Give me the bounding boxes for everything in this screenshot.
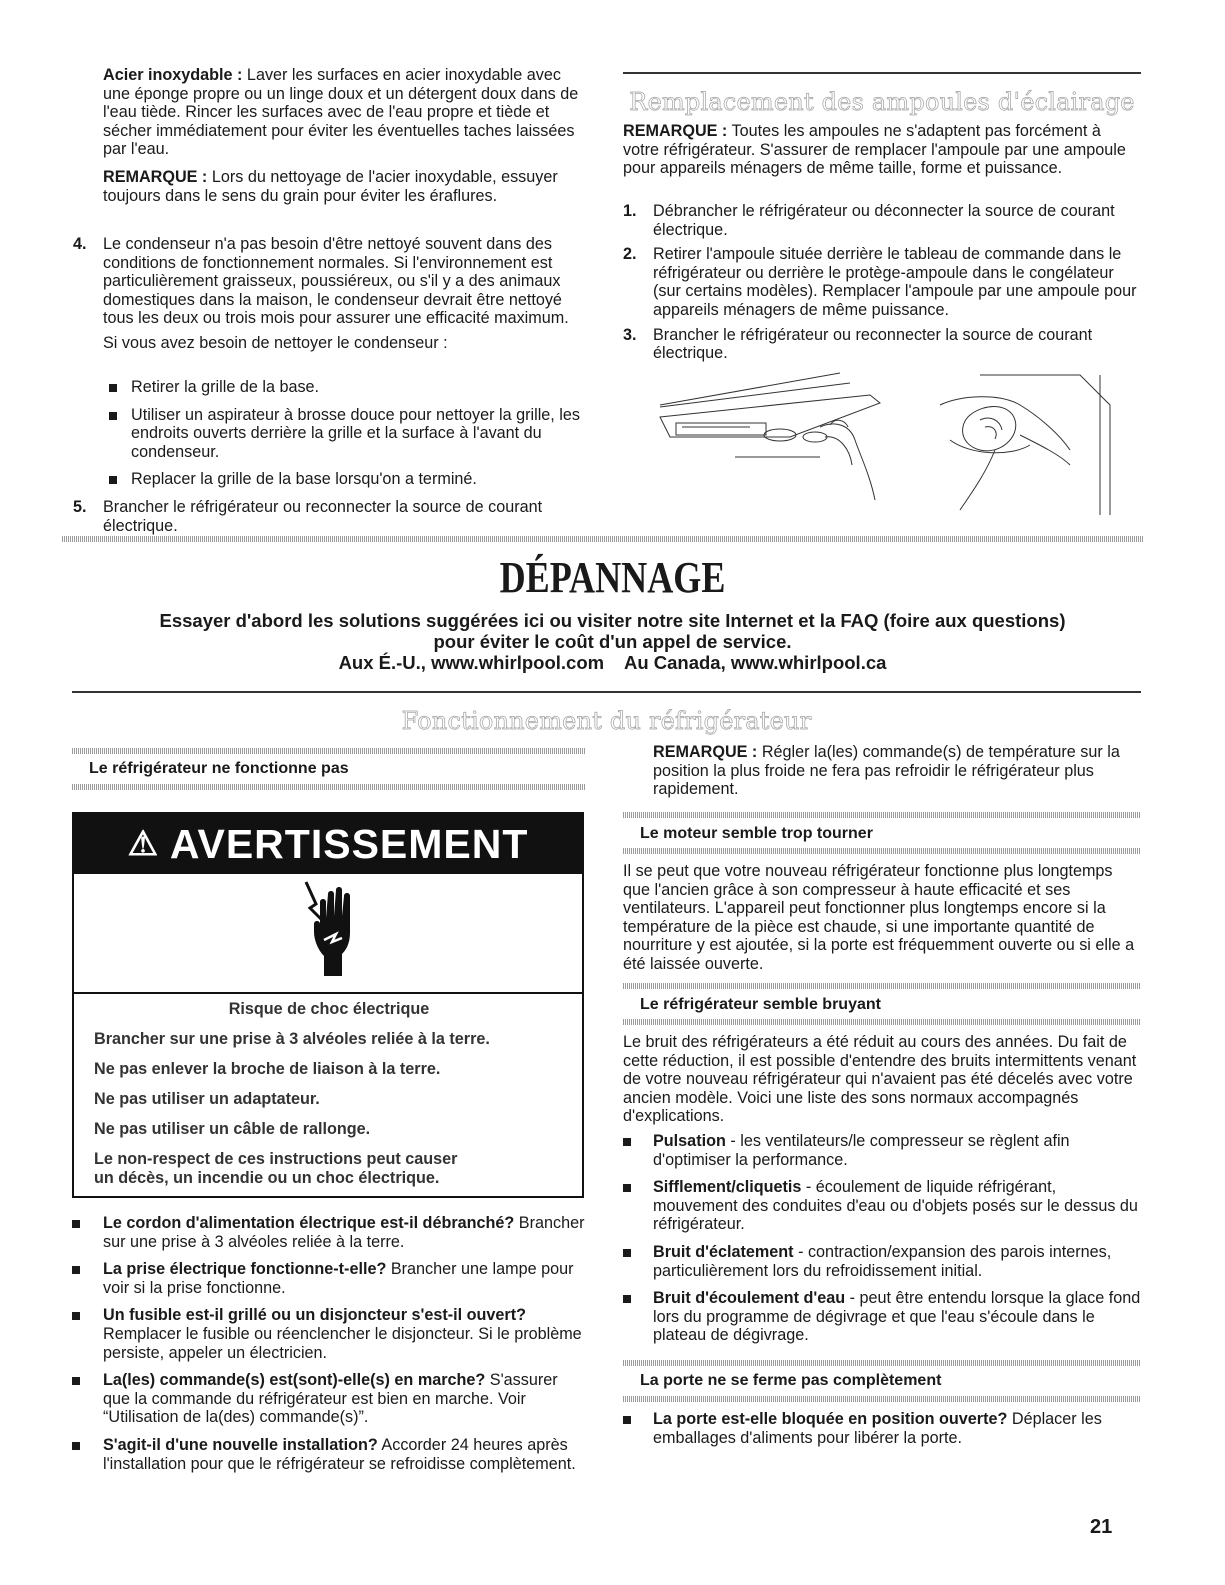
hatched-divider bbox=[623, 1360, 1141, 1366]
list-item bbox=[103, 378, 583, 397]
warning-triangle-icon: ⚠ bbox=[127, 825, 160, 863]
list-item bbox=[72, 1306, 586, 1362]
noise-explanation: - peut être entendu lorsque la glace fond lors du programme de dégivrage et que l'eau s'écoule dans le plateau de dégivrage. bbox=[653, 1289, 1141, 1345]
door-list bbox=[623, 1410, 1141, 1447]
door-question: La porte est-elle bloquée en position ouverte? bbox=[653, 1410, 1008, 1428]
stainless-note-text: Lors du nettoyage de l'acier inoxydable, essuyer toujours dans le sens du grain pour éviter les éraflures. bbox=[103, 168, 558, 205]
bullet-square-icon bbox=[623, 1138, 631, 1146]
warning-box bbox=[72, 812, 584, 1198]
bulb-steps bbox=[623, 202, 1139, 363]
hatched-divider bbox=[72, 784, 586, 790]
refrigerator-operation-title: Fonctionnement du réfrigérateur bbox=[401, 707, 812, 735]
noise-type: Sifflement/cliquetis bbox=[653, 1178, 802, 1197]
hatched-divider bbox=[623, 848, 1141, 854]
list-item bbox=[623, 245, 1139, 319]
bullet-text: Retirer la grille de la base. bbox=[131, 378, 320, 396]
noise-heading: Le réfrigérateur semble bruyant bbox=[640, 996, 881, 1013]
warning-line: Brancher sur une prise à 3 alvéoles reliée à la terre. bbox=[94, 1030, 490, 1048]
list-item bbox=[623, 1178, 1141, 1234]
section-rule bbox=[72, 691, 1141, 693]
step-5-text: Brancher le réfrigérateur ou reconnecter la source de courant électrique. bbox=[103, 498, 543, 535]
stainless-note bbox=[103, 168, 583, 205]
bullet-square-icon bbox=[109, 384, 117, 392]
intro-line-2: pour éviter le coût d'un appel de service. bbox=[433, 631, 792, 652]
noise-explanation: - écoulement de liquide réfrigérant, mouvement des conduites d'eau ou d'objets posés sur le dessus du réfrigérateur. bbox=[653, 1178, 1138, 1234]
section-rule bbox=[623, 72, 1141, 74]
check-answer: Brancher sur une prise à 3 alvéoles reliée à la terre. bbox=[103, 1214, 585, 1251]
bulbs-note bbox=[623, 122, 1139, 178]
check-answer: Remplacer le fusible ou réenclencher le disjoncteur. Si le problème persiste, appeler un électricien. bbox=[103, 1324, 582, 1362]
warning-line: Ne pas utiliser un adaptateur. bbox=[94, 1090, 320, 1108]
noise-explanation: - les ventilateurs/le compresseur se règlent afin d'optimiser la performance. bbox=[653, 1132, 1070, 1169]
intro-line-1: Essayer d'abord les solutions suggérées ici ou visiter notre site Internet et la FAQ (foire aux questions) bbox=[159, 610, 1066, 631]
check-question: S'agit-il d'une nouvelle installation? bbox=[103, 1435, 378, 1454]
list-item bbox=[72, 1371, 586, 1427]
check-question: Un fusible est-il grillé ou un disjoncteur s'est-il ouvert? bbox=[103, 1306, 526, 1325]
noise-explanation: - contraction/expansion des parois internes, particulièrement lors du refroidissement initial. bbox=[653, 1242, 1112, 1280]
step-4 bbox=[73, 235, 583, 353]
not-running-heading: Le réfrigérateur ne fonctionne pas bbox=[89, 760, 349, 777]
stainless-steel-label: Acier inoxydable : bbox=[103, 66, 243, 84]
warning-line: Le non-respect de ces instructions peut causer bbox=[94, 1150, 458, 1168]
bullet-square-icon bbox=[109, 476, 117, 484]
list-item bbox=[72, 1436, 586, 1473]
warning-line: Ne pas enlever la broche de liaison à la terre. bbox=[94, 1060, 441, 1078]
bulb-step-text: Débrancher le réfrigérateur ou déconnecter la source de courant électrique. bbox=[653, 202, 1115, 239]
hatched-divider bbox=[623, 1019, 1141, 1025]
bullet-text: Utiliser un aspirateur à brosse douce pour nettoyer la grille, les endroits ouverts derrière la grille et la surface à l'avant du condenseur. bbox=[131, 405, 580, 461]
stainless-steel-text: Laver les surfaces en acier inoxydable avec une éponge propre ou un linge doux et un détergent doux dans de l'eau tiède. Rincer les surfaces avec de l'eau propre et tiède et sécher immédiatement pour éviter les éventuelles taches laissées par l'eau. bbox=[103, 66, 579, 159]
list-item bbox=[623, 1243, 1141, 1280]
bullet-text: Replacer la grille de la base lorsqu'on a terminé. bbox=[131, 470, 477, 489]
bulbs-note-label: REMARQUE : bbox=[623, 122, 728, 140]
check-answer: Brancher une lampe pour voir si la prise fonctionne. bbox=[103, 1260, 574, 1297]
bullet-square-icon bbox=[109, 412, 117, 420]
page-number: 21 bbox=[1090, 1516, 1113, 1538]
check-question: Le cordon d'alimentation électrique est-il débranché? bbox=[103, 1214, 515, 1232]
list-item bbox=[623, 1289, 1141, 1345]
motor-text: Il se peut que votre nouveau réfrigérateur fonctionne plus longtemps que l'ancien grâce à son compresseur à haute efficacité et ses ventilateurs. L'appareil peut fonctionner plus longtemps encore si la température de la pièce est chaude, si une importante quantité de nourriture y est ajoutée, si la porte est fréquemment ouverte ou si elle a été laissée ouverte. bbox=[623, 862, 1135, 973]
bullet-square-icon bbox=[623, 1416, 631, 1424]
warning-title: AVERTISSEMENT bbox=[169, 821, 529, 867]
check-answer: S'assurer que la commande du réfrigérateur est bien en marche. Voir “Utilisation de la(des) commande(s)”. bbox=[103, 1371, 558, 1427]
troubleshooting-intro bbox=[0, 610, 1225, 673]
door-answer: Déplacer les emballages d'aliments pour libérer la porte. bbox=[653, 1410, 1102, 1447]
troubleshooting-title: DÉPANNAGE bbox=[499, 553, 726, 602]
warning-subtitle: Risque de choc électrique bbox=[228, 1000, 430, 1018]
bulb-step-number: 2. bbox=[623, 245, 637, 264]
step-4-number: 4. bbox=[73, 235, 87, 253]
step-5 bbox=[73, 498, 583, 535]
electric-shock-hand-icon bbox=[302, 880, 364, 980]
motor-heading: Le moteur semble trop tourner bbox=[640, 825, 873, 842]
list-item bbox=[103, 470, 583, 489]
list-item bbox=[623, 325, 1139, 363]
stainless-note-label: REMARQUE : bbox=[103, 168, 208, 186]
bulb-step-text: Brancher le réfrigérateur ou reconnecter la source de courant électrique. bbox=[653, 325, 1093, 363]
bullet-square-icon bbox=[72, 1377, 80, 1385]
intro-line-3: Aux É.-U., www.whirlpool.com Au Canada, www.whirlpool.ca bbox=[338, 652, 887, 673]
hatched-divider bbox=[623, 983, 1141, 989]
bulb-step-number: 1. bbox=[623, 202, 637, 220]
bullet-square-icon bbox=[72, 1266, 80, 1274]
noise-text: Le bruit des réfrigérateurs a été réduit au cours des années. Du fait de cette réduction, il est possible d'entendre des bruits intermittents venant de votre nouveau réfrigérateur qui n'avaient pas été décelés avec votre ancien modèle. Voici une liste des sons normaux accompagnés d'explications. bbox=[623, 1033, 1137, 1126]
warning-header bbox=[74, 814, 582, 874]
stainless-steel-paragraph bbox=[103, 66, 583, 159]
bullet-square-icon bbox=[623, 1249, 631, 1257]
warning-line: Ne pas utiliser un câble de rallonge. bbox=[94, 1120, 371, 1138]
not-running-checklist bbox=[72, 1214, 586, 1473]
check-question: La prise électrique fonctionne-t-elle? bbox=[103, 1260, 387, 1279]
shock-hazard-image bbox=[74, 874, 582, 994]
list-item bbox=[623, 1410, 1141, 1447]
list-item bbox=[72, 1214, 586, 1251]
bullet-square-icon bbox=[623, 1295, 631, 1303]
noise-list bbox=[623, 1132, 1141, 1345]
step-4-subtext: Si vous avez besoin de nettoyer le condenseur : bbox=[103, 333, 448, 352]
hatched-divider bbox=[623, 812, 1141, 818]
condenser-bullets bbox=[103, 378, 583, 489]
bullet-square-icon bbox=[72, 1312, 80, 1320]
bulb-replacement-illustration bbox=[640, 365, 1130, 515]
bullet-square-icon bbox=[72, 1220, 80, 1228]
noise-type: Bruit d'éclatement bbox=[653, 1242, 794, 1261]
list-item bbox=[72, 1260, 586, 1297]
bulbs-section-title: Remplacement des ampoules d'éclairage bbox=[629, 88, 1135, 116]
bullet-square-icon bbox=[623, 1184, 631, 1192]
check-question: La(les) commande(s) est(sont)-elle(s) en marche? bbox=[103, 1371, 486, 1390]
list-item bbox=[623, 1132, 1141, 1169]
list-item bbox=[103, 406, 583, 462]
bulb-step-number: 3. bbox=[623, 325, 637, 344]
check-answer: Accorder 24 heures après l'installation pour que le réfrigérateur se refroidisse complètement. bbox=[103, 1435, 576, 1473]
bulb-step-text: Retirer l'ampoule située derrière le tableau de commande dans le réfrigérateur ou derrière le protège-ampoule dans le congélateur (sur certains modèles). Remplacer l'ampoule par une ampoule pour appareils ménagers de même puissance. bbox=[653, 245, 1137, 319]
noise-type: Bruit d'écoulement d'eau bbox=[653, 1289, 846, 1308]
step-5-number: 5. bbox=[73, 498, 87, 516]
door-heading: La porte ne se ferme pas complètement bbox=[640, 1372, 942, 1389]
temperature-note-text: Régler la(les) commande(s) de température sur la position la plus froide ne fera pas refroidir le réfrigérateur plus rapidement. bbox=[653, 743, 1120, 799]
bullet-square-icon bbox=[72, 1442, 80, 1450]
hatched-divider bbox=[72, 748, 586, 754]
temperature-note-label: REMARQUE : bbox=[653, 743, 758, 761]
hatched-divider bbox=[62, 536, 1144, 542]
hatched-divider bbox=[623, 1396, 1141, 1402]
noise-type: Pulsation bbox=[653, 1132, 726, 1150]
list-item bbox=[623, 202, 1139, 239]
bulbs-note-text: Toutes les ampoules ne s'adaptent pas forcément à votre réfrigérateur. S'assurer de remplacer l'ampoule par une ampoule pour appareils ménagers de même taille, forme et puissance. bbox=[623, 122, 1126, 178]
temperature-note bbox=[623, 743, 1141, 799]
step-4-text: Le condenseur n'a pas besoin d'être nettoyé souvent dans des conditions de fonctionnement normales. Si l'environnement est particulièrement graisseux, poussiéreux, ou s'il y a des animaux domestiques dans la maison, le condenseur devrait être nettoyé tous les deux ou trois mois pour assurer une efficacité maximum. bbox=[103, 235, 569, 328]
warning-line: un décès, un incendie ou un choc électrique. bbox=[94, 1169, 440, 1187]
